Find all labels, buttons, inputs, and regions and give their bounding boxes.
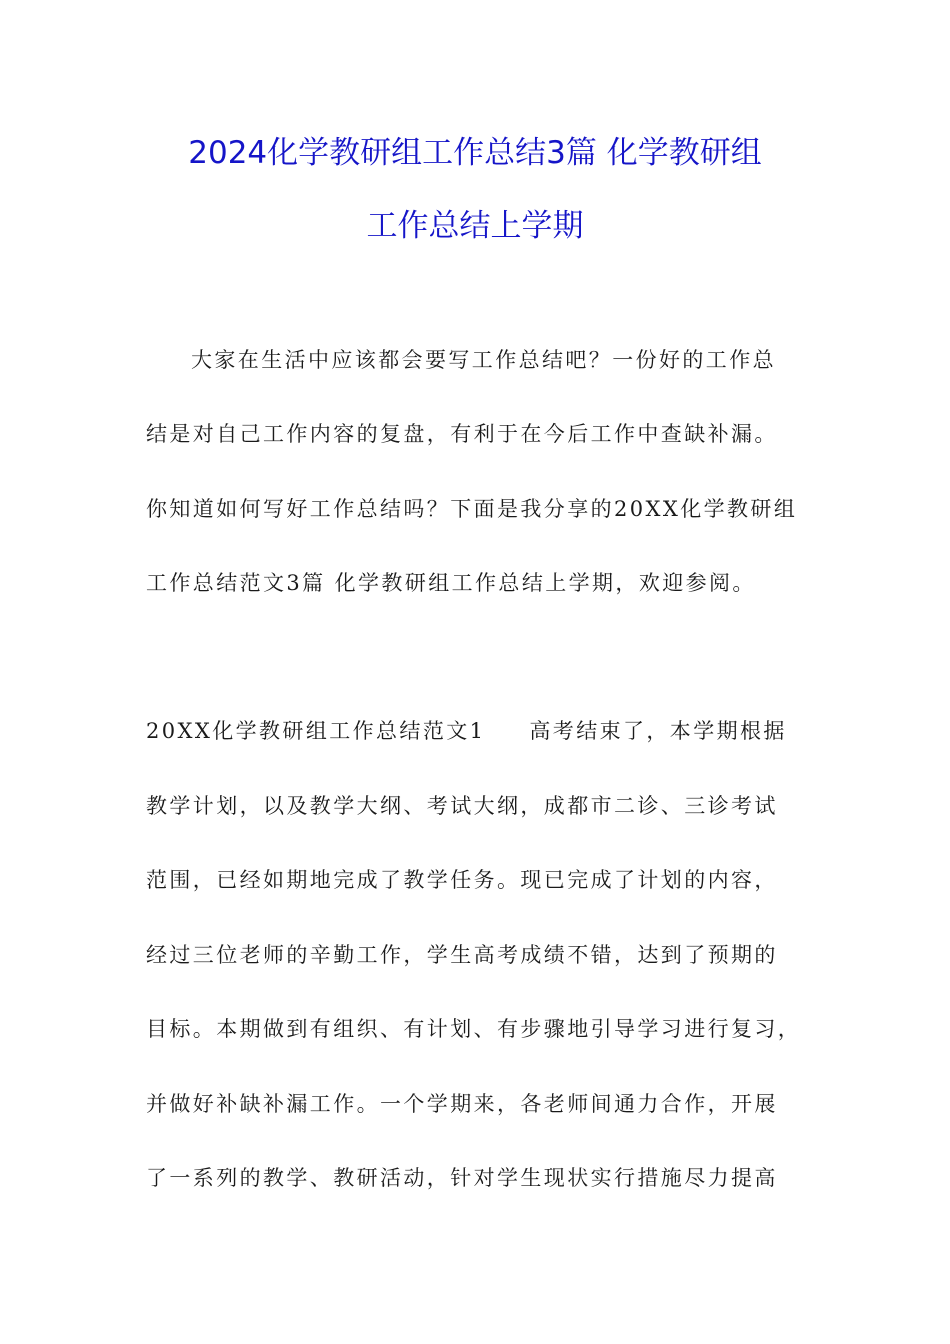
intro-line-1: 大家在生活中应该都会要写工作总结吧？一份好的工作总 <box>191 348 776 372</box>
intro-line-2: 结是对自己工作内容的复盘，有利于在今后工作中查缺补漏。 <box>146 422 778 446</box>
intro-line-4: 工作总结范文3篇 化学教研组工作总结上学期，欢迎参阅。 <box>146 571 756 595</box>
body-line-1: 教学计划，以及教学大纲、考试大纲，成都市二诊、三诊考试 <box>146 794 778 818</box>
intro-line-3: 你知道如何写好工作总结吗？下面是我分享的20XX化学教研组 <box>146 497 798 521</box>
body-line-3: 经过三位老师的辛勤工作，学生高考成绩不错，达到了预期的 <box>146 943 778 967</box>
document-title-line-2: 工作总结上学期 <box>366 208 584 244</box>
document-title-line-1: 2024化学教研组工作总结3篇 化学教研组 <box>188 135 762 171</box>
section-first-line <box>146 716 826 746</box>
body-first-text: 高考结束了，本学期根据 <box>529 719 787 743</box>
body-line-6: 了一系列的教学、教研活动，针对学生现状实行措施尽力提高 <box>146 1166 778 1190</box>
body-line-2: 范围，已经如期地完成了教学任务。现已完成了计划的内容， <box>146 868 778 892</box>
body-line-5: 并做好补缺补漏工作。一个学期来，各老师间通力合作，开展 <box>146 1092 778 1116</box>
body-line-4: 目标。本期做到有组织、有计划、有步骤地引导学习进行复习， <box>146 1017 802 1041</box>
section-heading: 20XX化学教研组工作总结范文1 <box>146 719 486 743</box>
